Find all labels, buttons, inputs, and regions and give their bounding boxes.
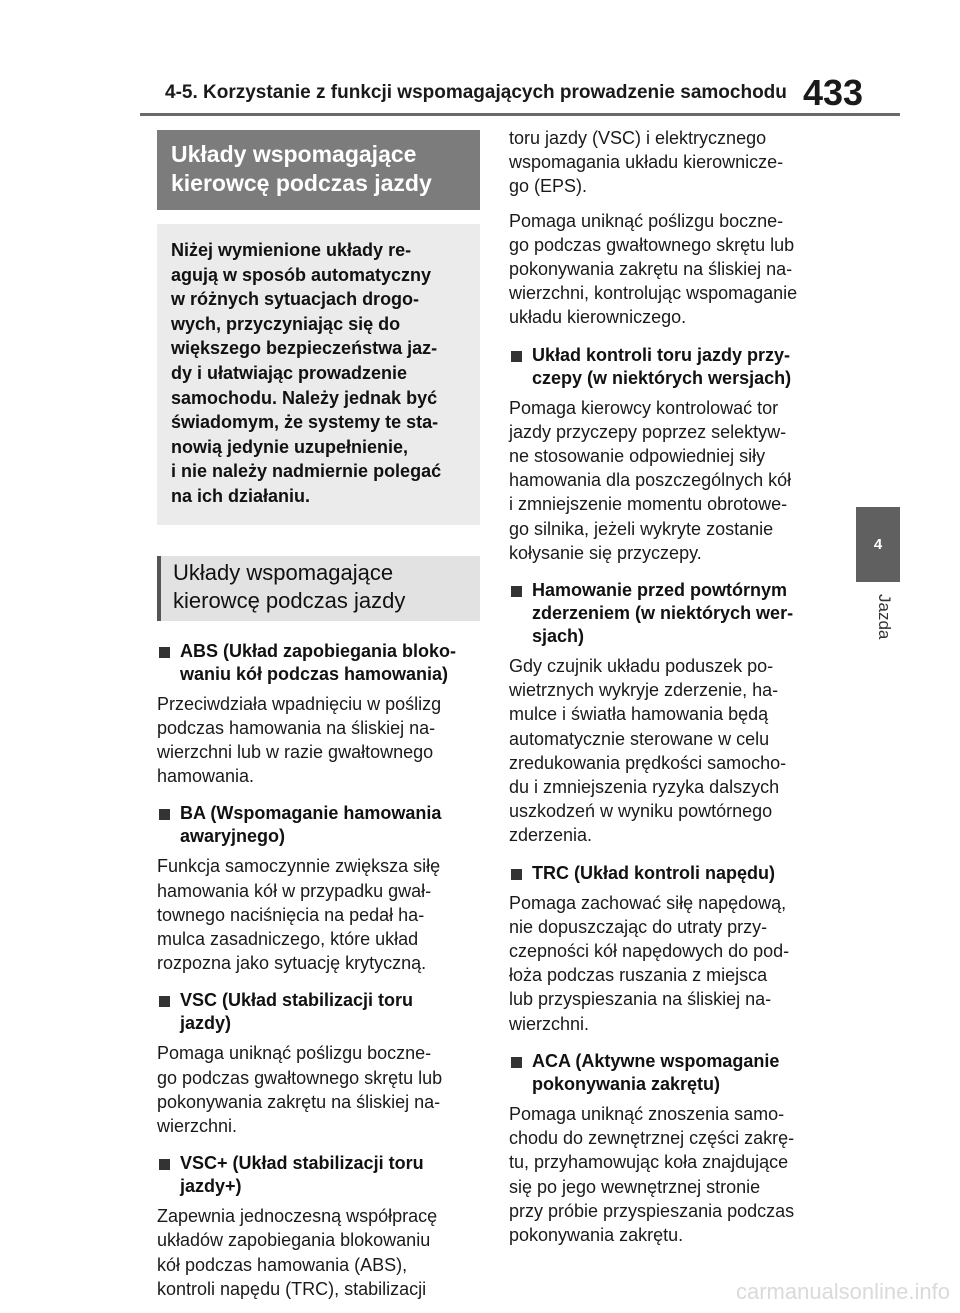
text-line: kierowcę podczas jazdy xyxy=(173,587,406,613)
body-line: się po jego wewnętrznej stronie xyxy=(509,1176,761,1197)
item-heading-text xyxy=(180,802,480,848)
text-line: pokonywania zakrętu na śliskiej na- xyxy=(509,259,793,280)
body-line: nie dopuszczając do utraty przy- xyxy=(509,916,768,937)
text-line: samochodu. Należy jednak być xyxy=(171,387,438,408)
body-line: Funkcja samoczynnie zwiększa siłę xyxy=(157,856,441,877)
text-line: układu kierowniczego. xyxy=(509,307,687,328)
body-line: Pomaga uniknąć znoszenia samo- xyxy=(509,1103,785,1124)
body-line: Gdy czujnik układu poduszek po- xyxy=(509,656,774,677)
item-body xyxy=(157,1204,480,1301)
text-line: wych, przyczyniając się do xyxy=(171,313,401,334)
watermark: carmanualsonline.info xyxy=(735,1279,950,1304)
square-bullet-icon xyxy=(511,586,522,597)
text-line: kierowcę podczas jazdy xyxy=(171,170,432,196)
body-line: Pomaga kierowcy kontrolować tor xyxy=(509,397,779,418)
text-line: świadomym, że systemy te sta- xyxy=(171,412,439,433)
body-line: kołysanie się przyczepy. xyxy=(509,542,702,563)
body-line: wierzchni lub w razie gwałtownego xyxy=(157,741,434,762)
text-line: Niżej wymienione układy re- xyxy=(171,240,412,260)
item-heading xyxy=(157,802,480,848)
text-line: i nie należy nadmiernie polegać xyxy=(171,461,442,482)
body-line: i zmniejszenie momentu obrotowe- xyxy=(509,494,788,515)
body-line: mulce i światła hamowania będą xyxy=(509,704,769,725)
body-line: jazdy przyczepy poprzez selektyw- xyxy=(509,421,787,442)
square-bullet-icon xyxy=(159,1159,170,1170)
eps-paragraph xyxy=(509,209,836,330)
left-items xyxy=(157,640,480,1301)
body-line: wierzchni. xyxy=(509,1013,590,1034)
text-line: wspomagania układu kierownicze- xyxy=(509,152,784,173)
item-body xyxy=(509,1102,836,1247)
chapter-number: 4 xyxy=(873,536,883,553)
body-line: lub przyspieszania na śliskiej na- xyxy=(509,989,772,1010)
body-line: wietrznych wykryje zderzenie, ha- xyxy=(509,680,779,701)
body-line: hamowania kół w przypadku gwał- xyxy=(157,880,432,901)
heading-line: VSC+ (Układ stabilizacji toru xyxy=(180,1153,424,1174)
square-bullet-icon xyxy=(159,647,170,658)
body-line: kontroli napędu (TRC), stabilizacji xyxy=(157,1278,427,1299)
body-line: du i zmniejszenia ryzyka dalszych xyxy=(509,777,780,798)
item-body xyxy=(509,654,836,848)
item-heading xyxy=(509,862,836,885)
heading-line: waniu kół podczas hamowania) xyxy=(180,663,449,684)
heading-line: BA (Wspomaganie hamowania xyxy=(180,803,442,824)
chapter-label: Jazda xyxy=(875,594,894,640)
body-line: wierzchni. xyxy=(157,1115,238,1136)
header-rule xyxy=(140,113,900,116)
body-line: go podczas gwałtownego skrętu lub xyxy=(157,1067,443,1088)
item-body xyxy=(157,1041,480,1138)
item-body xyxy=(157,854,480,975)
heading-line: pokonywania zakrętu) xyxy=(532,1073,721,1094)
text-line: Pomaga uniknąć poślizgu boczne- xyxy=(509,210,784,231)
body-line: hamowania. xyxy=(157,766,255,787)
square-bullet-icon xyxy=(159,996,170,1007)
intro-box xyxy=(157,224,480,525)
item-heading-text xyxy=(532,862,836,885)
body-line: układów zapobiegania blokowaniu xyxy=(157,1230,431,1251)
heading-line: czepy (w niektórych wersjach) xyxy=(532,367,792,388)
heading-line: Hamowanie przed powtórnym xyxy=(532,580,788,601)
body-line: automatycznie sterowane w celu xyxy=(509,728,770,749)
item-body xyxy=(509,396,836,565)
heading-line: TRC (Układ kontroli napędu) xyxy=(532,862,775,883)
body-line: hamowania dla poszczególnych kół xyxy=(509,470,792,491)
heading-line: zderzeniem (w niektórych wer- xyxy=(532,603,794,624)
text-line: agują w sposób automatyczny xyxy=(171,264,432,285)
left-column xyxy=(157,130,480,1301)
square-bullet-icon xyxy=(511,1057,522,1068)
square-bullet-icon xyxy=(511,351,522,362)
body-line: Zapewnia jednoczesną współpracę xyxy=(157,1206,438,1227)
text-line: dy i ułatwiając prowadzenie xyxy=(171,362,408,383)
right-items xyxy=(509,344,836,1247)
body-line: tu, przyhamowując koła znajdujące xyxy=(509,1152,789,1173)
text-line: nowią jedynie uzupełnienie, xyxy=(171,436,409,457)
item-heading xyxy=(157,1152,480,1198)
heading-line: jazdy+) xyxy=(180,1176,242,1197)
body-line: townego naciśnięcia na pedał ha- xyxy=(157,904,425,925)
heading-line: VSC (Układ stabilizacji toru xyxy=(180,990,414,1011)
heading-line: ABS (Układ zapobiegania bloko- xyxy=(180,640,457,661)
text-line: większego bezpieczeństwa jaz- xyxy=(171,338,438,359)
heading-line: Układ kontroli toru jazdy przy- xyxy=(532,344,791,365)
body-line: uszkodzeń w wyniku powtórnego xyxy=(509,801,773,822)
right-column xyxy=(509,126,836,1247)
body-line: pokonywania zakrętu na śliskiej na- xyxy=(157,1091,441,1112)
body-line: Pomaga uniknąć poślizgu boczne- xyxy=(157,1043,432,1064)
body-line: chodu do zewnętrznej części zakrę- xyxy=(509,1128,795,1149)
item-body xyxy=(509,891,836,1036)
body-line: łoża podczas ruszania z miejsca xyxy=(509,965,768,986)
item-heading xyxy=(157,989,480,1035)
text-line: go podczas gwałtownego skrętu lub xyxy=(509,234,795,255)
item-heading-text xyxy=(180,989,480,1035)
section-title-box xyxy=(157,556,480,621)
item-heading xyxy=(509,1050,836,1096)
text-line: wierzchni, kontrolując wspomaganie xyxy=(509,283,798,304)
item-body xyxy=(157,692,480,789)
main-title-box xyxy=(157,130,480,210)
page-number: 433 xyxy=(803,72,864,113)
text-line: go (EPS). xyxy=(509,176,588,197)
item-heading-text xyxy=(180,1152,480,1198)
running-header-title: 4-5. Korzystanie z funkcji wspomagających prowadzenie samochodu xyxy=(165,82,787,103)
text-line: w różnych sytuacjach drogo- xyxy=(171,289,420,310)
item-heading xyxy=(157,640,480,686)
item-heading-text xyxy=(532,579,836,648)
item-heading-text xyxy=(180,640,480,686)
heading-line: ACA (Aktywne wspomaganie xyxy=(532,1050,780,1071)
body-line: zredukowania prędkości samocho- xyxy=(509,752,787,773)
text-line: Układy wspomagające xyxy=(173,559,394,585)
body-line: pokonywania zakrętu. xyxy=(509,1224,684,1245)
item-heading-text xyxy=(532,344,836,390)
square-bullet-icon xyxy=(511,869,522,880)
item-heading xyxy=(509,344,836,390)
chapter-tab xyxy=(856,507,900,582)
heading-line: awaryjnego) xyxy=(180,826,286,847)
body-line: kół podczas hamowania (ABS), xyxy=(157,1254,408,1275)
heading-line: sjach) xyxy=(532,626,585,647)
square-bullet-icon xyxy=(159,809,170,820)
heading-line: jazdy) xyxy=(180,1013,232,1034)
body-line: podczas hamowania na śliskiej na- xyxy=(157,717,436,738)
body-line: ne stosowanie odpowiedniej siły xyxy=(509,446,766,467)
continued-paragraph xyxy=(509,126,836,199)
body-line: go silnika, jeżeli wykryte zostanie xyxy=(509,518,774,539)
body-line: przy próbie przyspieszania podczas xyxy=(509,1200,795,1221)
item-heading-text xyxy=(532,1050,836,1096)
body-line: zderzenia. xyxy=(509,825,593,846)
text-line: toru jazdy (VSC) i elektrycznego xyxy=(509,128,767,148)
body-line: Przeciwdziała wpadnięciu w poślizg xyxy=(157,693,442,714)
body-line: czepności kół napędowych do pod- xyxy=(509,941,790,962)
text-line: na ich działaniu. xyxy=(171,485,311,506)
item-heading xyxy=(509,579,836,648)
body-line: Pomaga zachować siłę napędową, xyxy=(509,892,787,913)
body-line: rozpozna jako sytuację krytyczną. xyxy=(157,953,427,974)
body-line: mulca zasadniczego, które układ xyxy=(157,928,419,949)
text-line: Układy wspomagające xyxy=(171,141,417,167)
